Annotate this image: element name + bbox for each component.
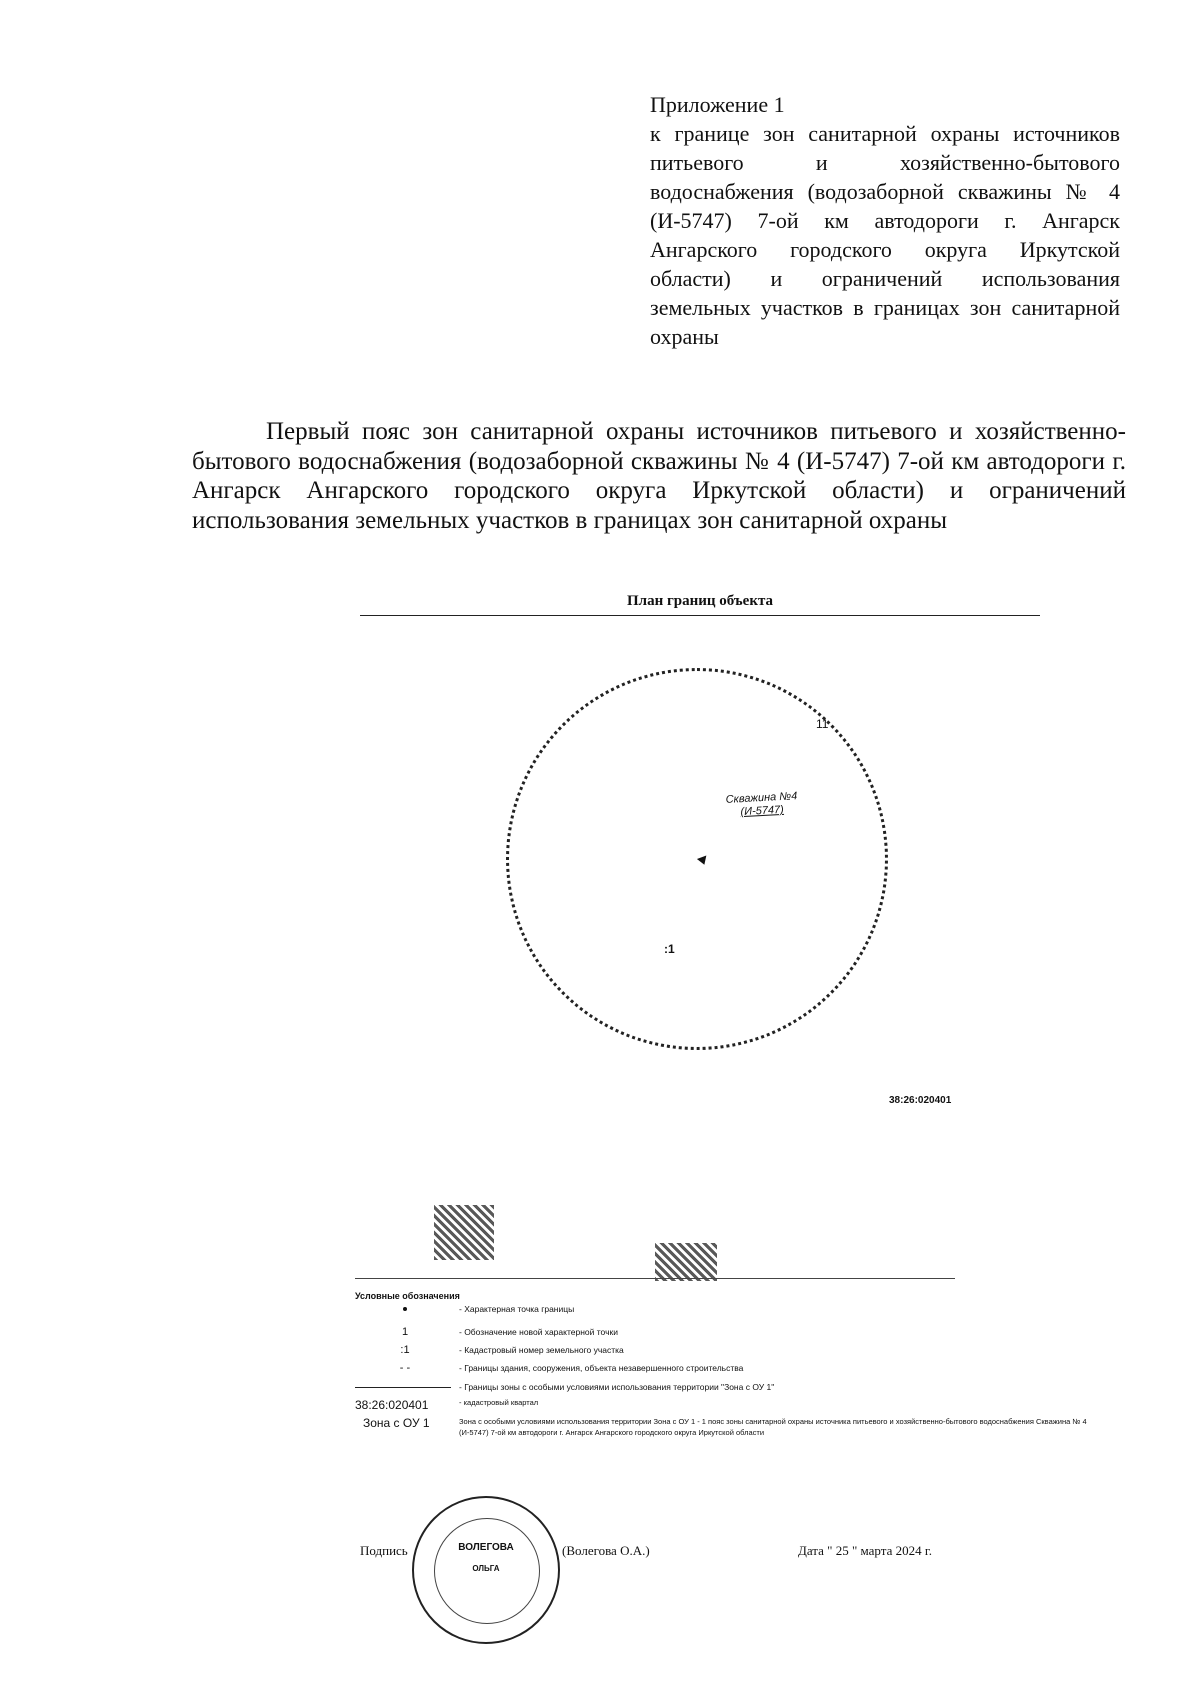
stamp-text-surname: ВОЛЕГОВА xyxy=(458,1542,514,1553)
scan-noise xyxy=(655,1243,717,1281)
appendix-title: Приложение 1 xyxy=(650,92,785,117)
stamp-text-name: ОЛЬГА xyxy=(472,1564,500,1573)
appendix-text: к границе зон санитарной охраны источников питьевого и хозяйственно-бытового водоснабжения (водозаборной скважины № 4 (И-5747) 7-ой км автодороги г. Ангарск Ангарского городского округа Иркутской области) и ограничений использования земельных участков в границах зон санитарной охраны xyxy=(650,121,1120,349)
well-label-code: (И-5747) xyxy=(740,803,785,819)
legend-row xyxy=(355,1323,1115,1341)
boundary-point-icon xyxy=(403,1307,407,1311)
legend-row xyxy=(355,1341,1115,1359)
legend-row xyxy=(355,1359,1115,1377)
legend-cadastral-desc: - кадастровый квартал xyxy=(459,1398,539,1407)
legend-text: - Границы зоны с особыми условиями использования территории "Зона с ОУ 1" xyxy=(459,1382,775,1392)
legend-zone-code: Зона с ОУ 1 xyxy=(363,1416,430,1430)
legend-cadastral-code: 38:26:020401 xyxy=(355,1398,429,1412)
well-label xyxy=(725,790,798,820)
legend-row xyxy=(355,1300,1115,1318)
point-label-11: 11 xyxy=(816,717,829,731)
signature-date: Дата " 25 " марта 2024 г. xyxy=(798,1543,932,1558)
intro-paragraph: Первый пояс зон санитарной охраны источников питьевого и хозяйственно-бытового водоснабжения (водозаборной скважины № 4 (И-5747) 7-ой км автодороги г. Ангарск Ангарского городского округа Иркутской области) и ограничений использования земельных участков в границах зон санитарной охраны xyxy=(192,418,1126,534)
point-label-1: :1 xyxy=(664,942,675,956)
plan-title-rule xyxy=(360,615,1040,616)
legend-rule xyxy=(355,1278,955,1279)
appendix-block xyxy=(650,90,1120,351)
legend-text: - Границы здания, сооружения, объекта незавершенного строительства xyxy=(459,1363,744,1373)
legend-text: - Характерная точка границы xyxy=(459,1304,575,1314)
well-label-name: Скважина №4 xyxy=(725,790,798,806)
signature-name: (Волегова О.А.) xyxy=(562,1543,650,1558)
legend-symbol: 1 xyxy=(401,1326,409,1338)
legend-header: Условные обозначения xyxy=(355,1291,460,1301)
legend-text: - Обозначение новой характерной точки xyxy=(459,1327,618,1337)
scan-noise xyxy=(434,1205,494,1260)
signature-label: Подпись xyxy=(360,1543,408,1558)
zone-line-icon xyxy=(355,1387,451,1388)
legend-text: - Кадастровый номер земельного участка xyxy=(459,1345,624,1355)
legend-symbol: - - xyxy=(399,1362,411,1374)
plan-title: План границ объекта xyxy=(626,593,774,609)
cadastral-quarter-label: 38:26:020401 xyxy=(889,1095,952,1106)
legend-row xyxy=(355,1378,1115,1396)
legend-zone-desc: Зона с особыми условиями использования территории Зона с ОУ 1 - 1 пояс зоны санитарной охраны источника питьевого и хозяйственно-бытового водоснабжения Скважина № 4 (И-5747) 7-ой км автодороги г. Ангарск Ангарского городского округа Иркутской области xyxy=(459,1417,1087,1437)
official-stamp xyxy=(412,1496,560,1644)
legend-symbol: :1 xyxy=(400,1344,410,1356)
